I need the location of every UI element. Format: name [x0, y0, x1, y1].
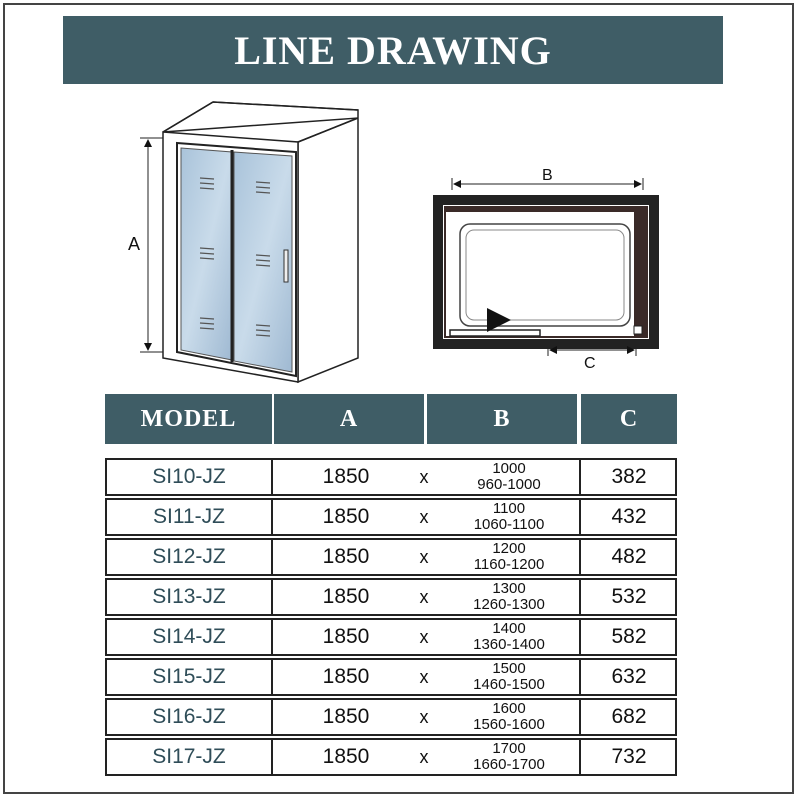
model-cell: SI16-JZ	[152, 705, 226, 728]
c-cell: 582	[611, 625, 647, 648]
separator-cell: x	[419, 586, 429, 607]
b-nominal: 1100	[492, 500, 526, 517]
table-row	[105, 698, 677, 736]
model-cell: SI10-JZ	[152, 465, 226, 488]
a-cell: 1850	[322, 705, 370, 728]
separator-cell: x	[419, 546, 429, 567]
separator-cell: x	[419, 746, 429, 767]
separator-cell: x	[419, 706, 429, 727]
dimension-a-label: A	[128, 234, 141, 254]
b-range: 1560-1600	[473, 716, 545, 733]
model-cell: SI17-JZ	[152, 745, 226, 768]
table-row	[105, 618, 677, 656]
a-cell: 1850	[322, 585, 370, 608]
model-table	[105, 458, 677, 778]
a-cell: 1850	[322, 745, 370, 768]
line-drawing	[0, 90, 800, 390]
model-cell: SI13-JZ	[152, 585, 226, 608]
c-cell: 382	[611, 465, 647, 488]
b-range: 1660-1700	[473, 756, 545, 773]
page-title: LINE DRAWING	[234, 27, 552, 73]
b-nominal: 1600	[492, 700, 526, 717]
separator-cell: x	[419, 506, 429, 527]
table-row	[105, 578, 677, 616]
dimension-c-label: C	[584, 355, 596, 372]
b-range: 1260-1300	[473, 596, 545, 613]
a-cell: 1850	[322, 665, 370, 688]
b-range: 1460-1500	[473, 676, 545, 693]
table-row	[105, 458, 677, 496]
b-cell	[441, 700, 577, 734]
top-view	[438, 178, 654, 356]
b-cell	[441, 540, 577, 574]
title-banner	[63, 16, 723, 84]
a-cell: 1850	[322, 465, 370, 488]
b-nominal: 1500	[492, 660, 526, 677]
b-cell	[441, 460, 577, 494]
b-nominal: 1300	[492, 580, 526, 597]
header-a: A	[274, 394, 424, 444]
b-nominal: 1000	[492, 460, 526, 477]
b-cell	[441, 620, 577, 654]
b-nominal: 1700	[492, 740, 526, 757]
c-cell: 632	[611, 665, 647, 688]
b-cell	[441, 740, 577, 774]
model-cell: SI12-JZ	[152, 545, 226, 568]
model-cell: SI14-JZ	[152, 625, 226, 648]
model-cell: SI11-JZ	[153, 505, 225, 528]
dimension-b-label: B	[542, 167, 553, 184]
b-range: 1360-1400	[473, 636, 545, 653]
b-cell	[441, 580, 577, 614]
c-cell: 532	[611, 585, 647, 608]
front-view	[140, 102, 358, 382]
a-cell: 1850	[322, 505, 370, 528]
c-cell: 732	[611, 745, 647, 768]
b-range: 1060-1100	[473, 516, 545, 533]
header-model: MODEL	[105, 394, 272, 444]
model-cell: SI15-JZ	[152, 665, 226, 688]
header-c: C	[581, 394, 677, 444]
c-cell: 432	[611, 505, 647, 528]
b-range: 960-1000	[477, 476, 541, 493]
b-cell	[441, 660, 577, 694]
b-nominal: 1200	[492, 540, 526, 557]
separator-cell: x	[419, 666, 429, 687]
b-cell	[441, 500, 577, 534]
table-row	[105, 498, 677, 536]
b-nominal: 1400	[492, 620, 526, 637]
separator-cell: x	[419, 466, 429, 487]
table-row	[105, 658, 677, 696]
b-range: 1160-1200	[473, 556, 545, 573]
separator-cell: x	[419, 626, 429, 647]
c-cell: 482	[611, 545, 647, 568]
header-b: B	[427, 394, 577, 444]
c-cell: 682	[611, 705, 647, 728]
a-cell: 1850	[322, 545, 370, 568]
a-cell: 1850	[322, 625, 370, 648]
table-row	[105, 538, 677, 576]
table-row	[105, 738, 677, 776]
